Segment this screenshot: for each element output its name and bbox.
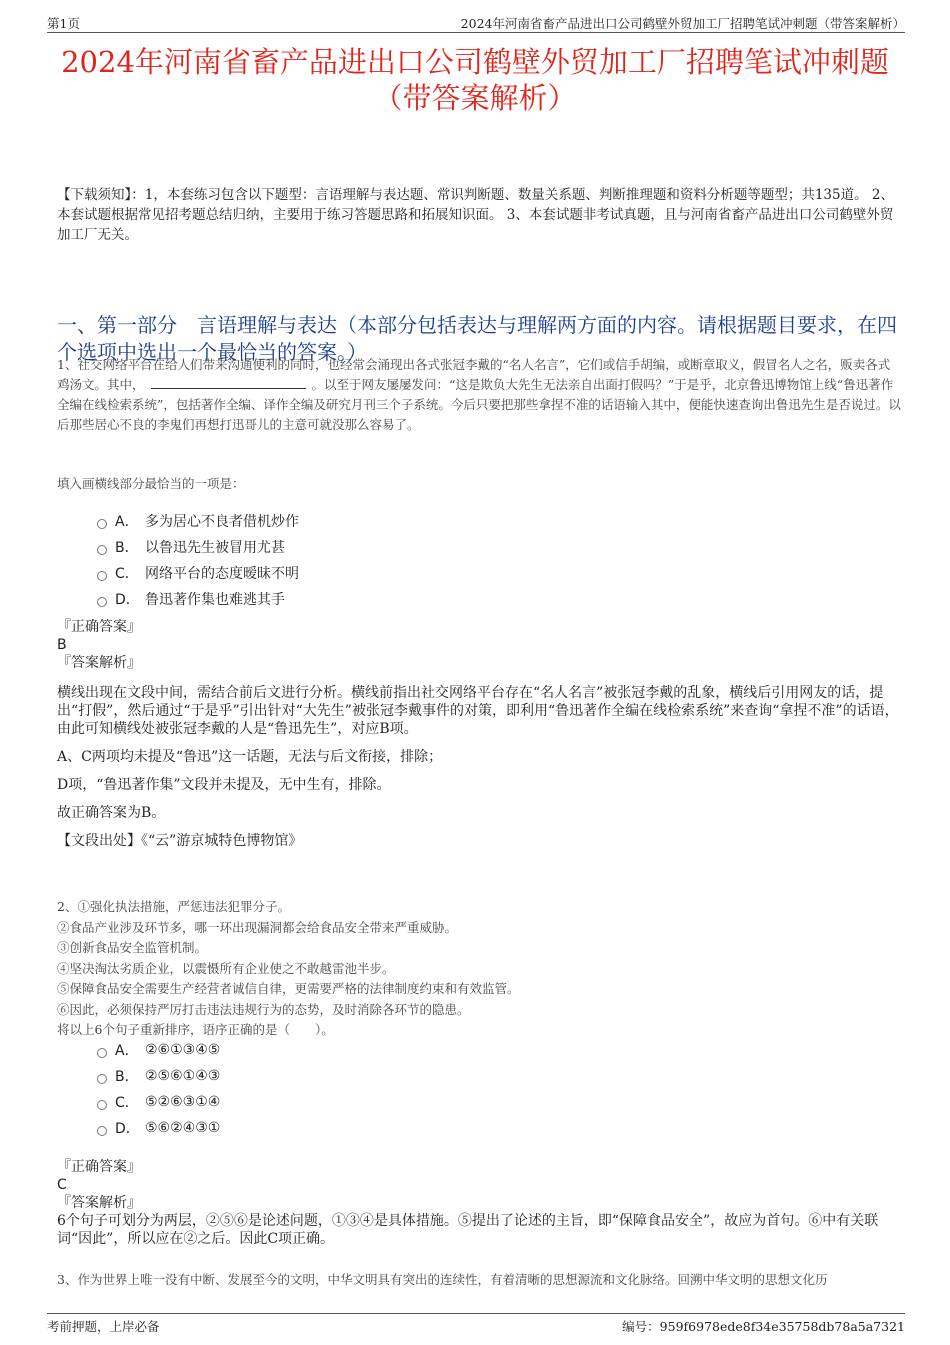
option-c[interactable] (97, 1089, 220, 1115)
question-1-answer-block (57, 618, 902, 860)
option-letter: A． (115, 1043, 139, 1059)
radio-icon[interactable] (97, 571, 107, 581)
option-text: 多为居心不良者借机炒作 (145, 514, 299, 530)
analysis-label: 『答案解析』 (57, 1195, 141, 1211)
option-b[interactable] (97, 1063, 220, 1089)
radio-icon[interactable] (97, 1048, 107, 1058)
question-1-prompt: 填入画横线部分最恰当的一项是： (57, 476, 245, 491)
fill-blank (151, 376, 306, 389)
option-a[interactable] (97, 1037, 220, 1063)
option-d[interactable] (97, 586, 299, 612)
option-a[interactable] (97, 508, 299, 534)
radio-icon[interactable] (97, 1126, 107, 1136)
option-text: 网络平台的态度暧昧不明 (145, 566, 299, 582)
analysis-paragraph: A、C两项均未提及“鲁迅”这一话题，无法与后文衔接，排除； (57, 749, 443, 765)
question-1-options (97, 508, 299, 612)
analysis-paragraph: 故正确答案为B。 (57, 805, 166, 821)
radio-icon[interactable] (97, 597, 107, 607)
footer-slogan: 考前押题，上岸必备 (47, 1319, 160, 1334)
option-letter: B． (115, 1069, 139, 1085)
answer-label: 『正确答案』 (57, 619, 141, 635)
footer-id: 编号：959f6978ede8f34e35758db78a5a7321 (622, 1319, 905, 1334)
analysis-paragraph: 6个句子可划分为两层，②⑤⑥是论述问题，①③④是具体措施。⑤提出了论述的主旨，即“保障食品安全”，故应为首句。⑥中有关联词“因此”，所以应在②之后。因此C项正确。 (57, 1213, 879, 1247)
download-notice: 【下载须知】：1，本套练习包含以下题型：言语理解与表达题、常识判断题、数量关系题、判断推理题和资料分析题等题型；共135道。 2、本套试题根据常见招考题总结归纳，主要用于练习答题思路和拓展知识面。 3、本套试题非考试真题，且与河南省畜产品进出口公司鹤壁外贸加工厂无关。 (57, 187, 894, 243)
question-2-line: ④坚决淘汰劣质企业，以震慑所有企业使之不敢越雷池半步。 (57, 960, 395, 976)
document-title: 2024年河南省畜产品进出口公司鹤壁外贸加工厂招聘笔试冲刺题（带答案解析） (61, 45, 889, 115)
option-text: ⑤⑥②④③① (145, 1120, 221, 1136)
radio-icon[interactable] (97, 1074, 107, 1084)
question-2-line: 2、①强化执法措施，严惩违法犯罪分子。 (57, 899, 290, 914)
option-text: ②⑤⑥①④③ (145, 1068, 221, 1084)
page-header (47, 14, 905, 33)
question-2-line: ⑤保障食品安全需要生产经营者诚信自律，更需要严格的法律制度约束和有效监管。 (57, 981, 520, 996)
question-1-text-part-b: 。以至于网友屡屡发问：“这是欺负大先生无法亲自出面打假吗？”于是乎，北京鲁迅博物馆上线“鲁迅著作全编在线检索系统”，包括著作全编、译作全编及研究月刊三个子系统。今后只要把那些拿捏不准的话语输入其中，便能快速查询出鲁迅先生是否说过。以后那些居心不良的李鬼们再想打迅哥儿的主意可就没那么容易了。 (57, 377, 901, 432)
analysis-label: 『答案解析』 (57, 655, 141, 671)
option-letter: D． (115, 1121, 140, 1137)
option-text: 以鲁迅先生被冒用尤甚 (145, 540, 285, 556)
option-text: ⑤②⑥③①④ (145, 1094, 221, 1110)
page-number: 第1页 (47, 16, 80, 31)
option-letter: D． (115, 592, 140, 608)
option-d[interactable] (97, 1115, 220, 1141)
option-text: 鲁迅著作集也难逃其手 (145, 592, 285, 608)
question-2-line: ②食品产业涉及环节多，哪一环出现漏洞都会给食品安全带来严重威胁。 (57, 919, 458, 935)
question-2-line: ⑥因此，必须保持严厉打击违法违规行为的态势，及时消除各环节的隐患。 (57, 1001, 470, 1017)
source-note: 【文段出处】《“云”游京城特色博物馆》 (57, 833, 303, 849)
analysis-paragraph: D项，“鲁迅著作集”文段并未提及，无中生有，排除。 (57, 777, 391, 793)
section-heading: 一、第一部分 言语理解与表达（本部分包括表达与理解两方面的内容。请根据题目要求，在四个选项中选出一个最恰当的答案。） (57, 313, 897, 364)
option-c[interactable] (97, 560, 299, 586)
question-1-text (57, 355, 902, 435)
option-b[interactable] (97, 534, 299, 560)
question-2-prompt: 将以上6个句子重新排序，语序正确的是（ ）。 (57, 1022, 334, 1037)
question-2-line: ③创新食品安全监管机制。 (57, 940, 208, 955)
correct-answer: B (57, 637, 67, 653)
question-3-text: 3、作为世界上唯一没有中断、发展至今的文明，中华文明具有突出的连续性，有着清晰的思想源流和文化脉络。回溯中华文明的思想文化历 (57, 1272, 828, 1287)
option-letter: B． (115, 540, 139, 556)
question-2-options (97, 1037, 220, 1141)
option-letter: A． (115, 514, 139, 530)
answer-label: 『正确答案』 (57, 1159, 141, 1175)
correct-answer: C (57, 1177, 67, 1193)
radio-icon[interactable] (97, 519, 107, 529)
question-2-answer-block (57, 1158, 902, 1248)
header-doc-title: 2024年河南省畜产品进出口公司鹤壁外贸加工厂招聘笔试冲刺题（带答案解析） (460, 16, 905, 31)
analysis-paragraph: 横线出现在文段中间，需结合前后文进行分析。横线前指出社交网络平台存在“名人名言”被张冠李戴的乱象，横线后引用网友的话，提出“打假”，然后通过“于是乎”引出针对“大先生”被张冠李戴事件的对策，即利用“鲁迅著作全编在线检索系统”来查询“拿捏不准”的话语，由此可知横线处被张冠李戴的人是“鲁迅先生”，对应B项。 (57, 685, 899, 737)
option-text: ②⑥①③④⑤ (145, 1042, 221, 1058)
question-1-text-part-a: 1、社交网络平台在给人们带来沟通便利的同时，也经常会涌现出各式张冠李戴的“名人名言”，它们或信手胡编，或断章取义，假冒名人之名，贩卖各式鸡汤文。其中， (57, 357, 891, 392)
option-letter: C． (115, 566, 139, 582)
radio-icon[interactable] (97, 1100, 107, 1110)
question-2-text (57, 897, 902, 1041)
option-letter: C． (115, 1095, 139, 1111)
page-footer (47, 1313, 905, 1335)
radio-icon[interactable] (97, 545, 107, 555)
